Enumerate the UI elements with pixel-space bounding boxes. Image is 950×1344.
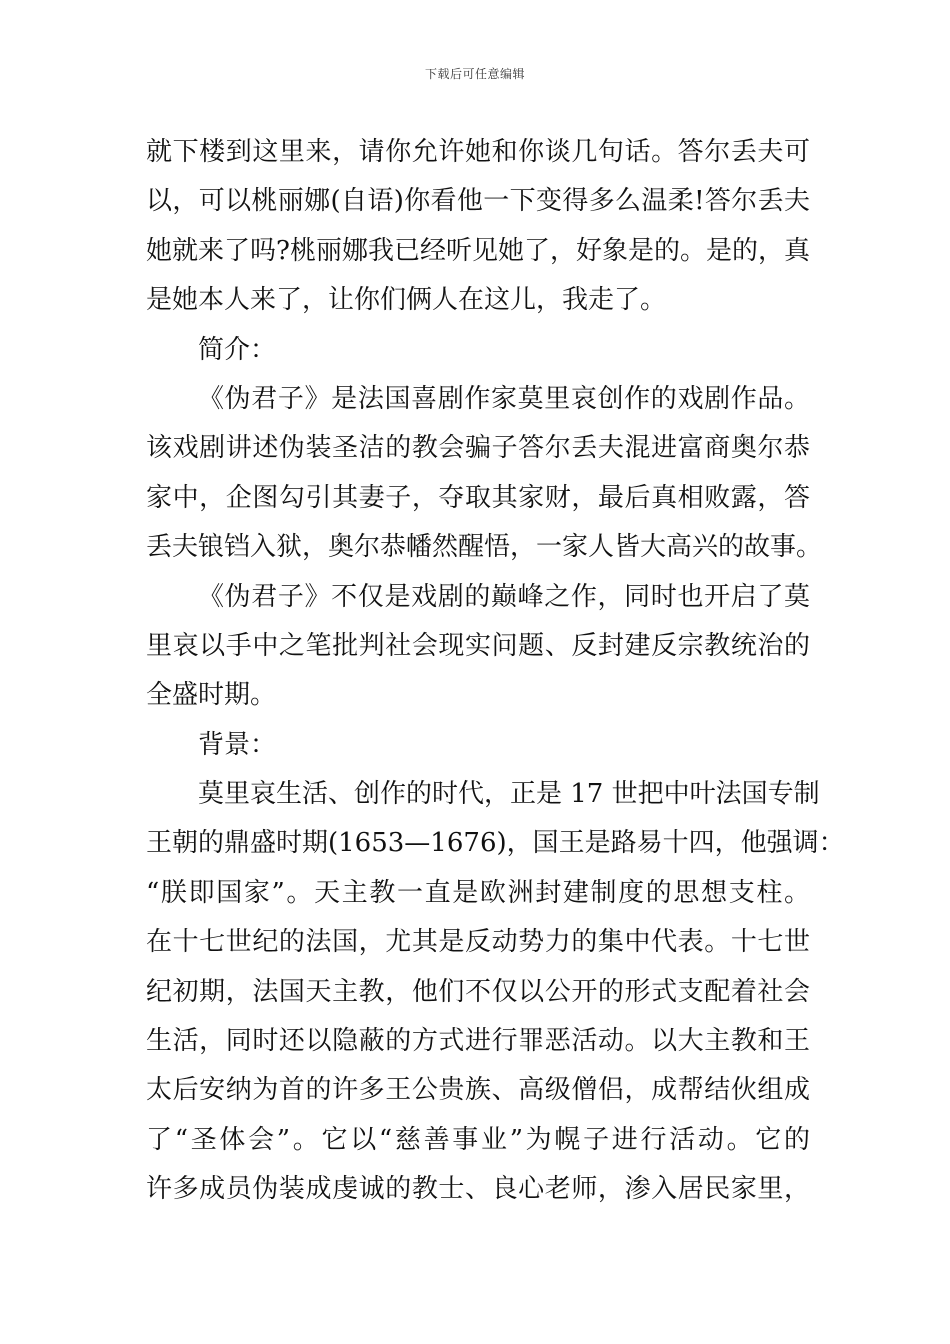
text-line: 《伪君子》不仅是戏剧的巅峰之作，同时也开启了莫: [198, 581, 810, 612]
text-line: 全盛时期。: [146, 680, 277, 711]
text-line: 丢夫锒铛入狱，奥尔恭幡然醒悟，一家人皆大高兴的故事。: [146, 532, 823, 563]
page-header: 下载后可任意编辑: [424, 67, 525, 81]
text-line: 许多成员伪装成虔诚的教士、良心老师，渗入居民家里，: [146, 1174, 810, 1205]
text-line: “朕即国家”。天主教一直是欧洲封建制度的思想支柱。: [146, 877, 810, 908]
text-line: 该戏剧讲述伪装圣洁的教会骗子答尔丢夫混进富商奥尔恭: [146, 433, 810, 464]
text-line: 是她本人来了，让你们俩人在这儿，我走了。: [146, 285, 667, 316]
text-line: 家中，企图勾引其妻子，夺取其家财，最后真相败露，答: [146, 482, 810, 513]
text-line: 太后安纳为首的许多王公贵族、高级僧侣，成帮结伙组成: [146, 1075, 810, 1106]
text-line: 简介：: [198, 334, 277, 365]
text-line: 以，可以桃丽娜(自语)你看他一下变得多么温柔!答尔丢夫: [146, 186, 810, 217]
text-line: 《伪君子》是法国喜剧作家莫里哀创作的戏剧作品。: [198, 383, 810, 414]
text-line: 王朝的鼎盛时期(1653—1676)，国王是路易十四，他强调：: [146, 828, 845, 859]
text-line: 莫里哀生活、创作的时代，正是 17 世把中叶法国专制: [198, 779, 820, 810]
text-line: 她就来了吗?桃丽娜我已经听见她了，好象是的。是的，真: [146, 235, 810, 266]
text-line: 就下楼到这里来，请你允许她和你谈几句话。答尔丢夫可: [146, 137, 810, 167]
text-line: 里哀以手中之笔批判社会现实问题、反封建反宗教统治的: [146, 630, 810, 661]
text-line: 了“圣体会”。它以“慈善事业”为幌子进行活动。它的: [146, 1124, 810, 1155]
body-text: [146, 128, 845, 1215]
text-line: 生活，同时还以隐蔽的方式进行罪恶活动。以大主教和王: [146, 1026, 810, 1057]
text-line: 在十七世纪的法国，尤其是反动势力的集中代表。十七世: [146, 927, 810, 958]
text-line: 纪初期，法国天主教，他们不仅以公开的形式支配着社会: [146, 976, 810, 1007]
text-line: 背景：: [198, 729, 277, 760]
